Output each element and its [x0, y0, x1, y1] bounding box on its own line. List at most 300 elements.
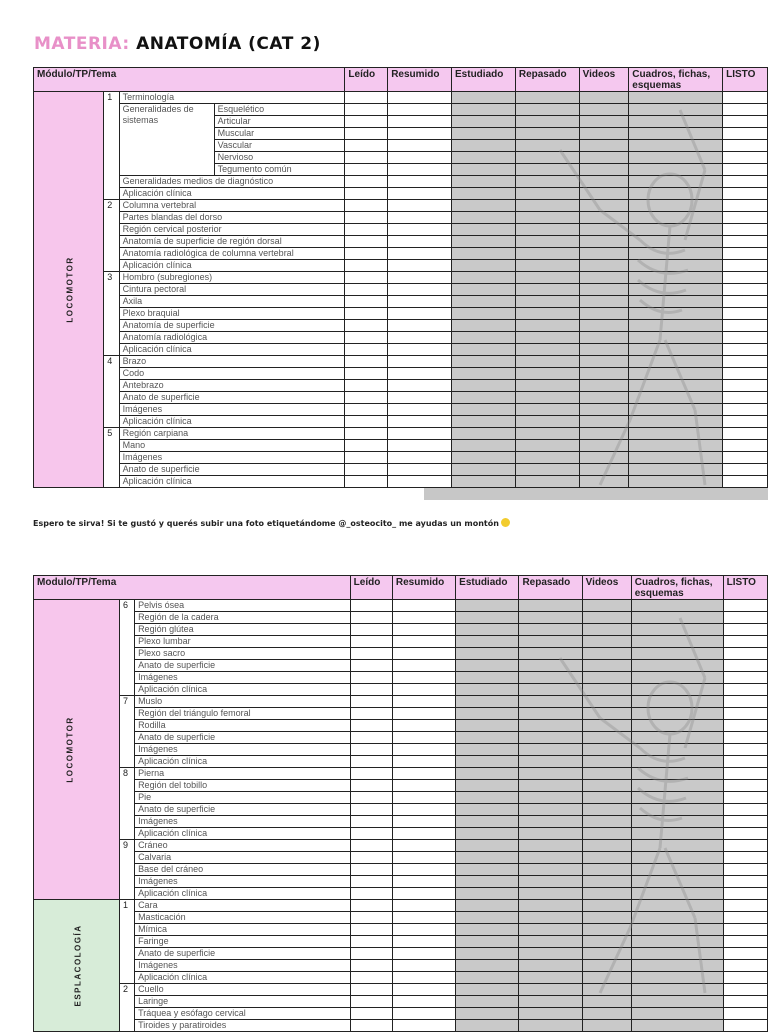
repasado-cell[interactable]: [515, 212, 579, 224]
cuadros-cell[interactable]: [631, 792, 723, 804]
repasado-cell[interactable]: [519, 672, 582, 684]
listo-cell[interactable]: [723, 440, 768, 452]
leido-cell[interactable]: [345, 476, 388, 488]
listo-cell[interactable]: [723, 636, 767, 648]
estudiado-cell[interactable]: [452, 188, 516, 200]
leido-cell[interactable]: [350, 852, 392, 864]
repasado-cell[interactable]: [515, 152, 579, 164]
cuadros-cell[interactable]: [631, 900, 723, 912]
leido-cell[interactable]: [350, 612, 392, 624]
videos-cell[interactable]: [582, 852, 631, 864]
estudiado-cell[interactable]: [456, 864, 519, 876]
listo-cell[interactable]: [723, 828, 767, 840]
leido-cell[interactable]: [345, 272, 388, 284]
repasado-cell[interactable]: [519, 756, 582, 768]
leido-cell[interactable]: [345, 236, 388, 248]
videos-cell[interactable]: [582, 744, 631, 756]
cuadros-cell[interactable]: [629, 116, 723, 128]
cuadros-cell[interactable]: [631, 708, 723, 720]
resumido-cell[interactable]: [388, 284, 452, 296]
resumido-cell[interactable]: [388, 428, 452, 440]
resumido-cell[interactable]: [388, 392, 452, 404]
repasado-cell[interactable]: [515, 116, 579, 128]
listo-cell[interactable]: [723, 612, 767, 624]
leido-cell[interactable]: [345, 284, 388, 296]
repasado-cell[interactable]: [519, 972, 582, 984]
leido-cell[interactable]: [345, 464, 388, 476]
videos-cell[interactable]: [582, 804, 631, 816]
repasado-cell[interactable]: [515, 104, 579, 116]
resumido-cell[interactable]: [392, 612, 455, 624]
estudiado-cell[interactable]: [456, 852, 519, 864]
estudiado-cell[interactable]: [452, 416, 516, 428]
resumido-cell[interactable]: [388, 200, 452, 212]
repasado-cell[interactable]: [519, 960, 582, 972]
repasado-cell[interactable]: [515, 236, 579, 248]
videos-cell[interactable]: [582, 924, 631, 936]
leido-cell[interactable]: [350, 924, 392, 936]
videos-cell[interactable]: [582, 900, 631, 912]
estudiado-cell[interactable]: [456, 912, 519, 924]
listo-cell[interactable]: [723, 140, 768, 152]
resumido-cell[interactable]: [392, 780, 455, 792]
repasado-cell[interactable]: [515, 332, 579, 344]
videos-cell[interactable]: [582, 732, 631, 744]
estudiado-cell[interactable]: [452, 320, 516, 332]
estudiado-cell[interactable]: [456, 624, 519, 636]
cuadros-cell[interactable]: [629, 356, 723, 368]
cuadros-cell[interactable]: [631, 1008, 723, 1020]
cuadros-cell[interactable]: [629, 440, 723, 452]
resumido-cell[interactable]: [388, 212, 452, 224]
repasado-cell[interactable]: [515, 320, 579, 332]
repasado-cell[interactable]: [515, 224, 579, 236]
cuadros-cell[interactable]: [629, 416, 723, 428]
estudiado-cell[interactable]: [452, 356, 516, 368]
resumido-cell[interactable]: [392, 936, 455, 948]
estudiado-cell[interactable]: [456, 648, 519, 660]
videos-cell[interactable]: [582, 840, 631, 852]
resumido-cell[interactable]: [392, 984, 455, 996]
leido-cell[interactable]: [345, 188, 388, 200]
videos-cell[interactable]: [582, 816, 631, 828]
cuadros-cell[interactable]: [631, 876, 723, 888]
repasado-cell[interactable]: [515, 356, 579, 368]
leido-cell[interactable]: [345, 380, 388, 392]
listo-cell[interactable]: [723, 284, 768, 296]
listo-cell[interactable]: [723, 948, 767, 960]
listo-cell[interactable]: [723, 780, 767, 792]
listo-cell[interactable]: [723, 1020, 767, 1032]
repasado-cell[interactable]: [519, 876, 582, 888]
listo-cell[interactable]: [723, 248, 768, 260]
estudiado-cell[interactable]: [452, 392, 516, 404]
estudiado-cell[interactable]: [456, 876, 519, 888]
estudiado-cell[interactable]: [456, 804, 519, 816]
cuadros-cell[interactable]: [629, 464, 723, 476]
resumido-cell[interactable]: [388, 236, 452, 248]
leido-cell[interactable]: [345, 212, 388, 224]
resumido-cell[interactable]: [388, 404, 452, 416]
listo-cell[interactable]: [723, 308, 768, 320]
cuadros-cell[interactable]: [629, 380, 723, 392]
estudiado-cell[interactable]: [452, 164, 516, 176]
repasado-cell[interactable]: [519, 612, 582, 624]
leido-cell[interactable]: [345, 224, 388, 236]
repasado-cell[interactable]: [519, 732, 582, 744]
leido-cell[interactable]: [345, 260, 388, 272]
estudiado-cell[interactable]: [456, 696, 519, 708]
videos-cell[interactable]: [582, 792, 631, 804]
resumido-cell[interactable]: [392, 672, 455, 684]
videos-cell[interactable]: [579, 428, 629, 440]
resumido-cell[interactable]: [392, 996, 455, 1008]
repasado-cell[interactable]: [519, 816, 582, 828]
estudiado-cell[interactable]: [456, 984, 519, 996]
videos-cell[interactable]: [582, 636, 631, 648]
listo-cell[interactable]: [723, 188, 768, 200]
cuadros-cell[interactable]: [631, 732, 723, 744]
estudiado-cell[interactable]: [456, 672, 519, 684]
estudiado-cell[interactable]: [452, 476, 516, 488]
resumido-cell[interactable]: [392, 648, 455, 660]
leido-cell[interactable]: [345, 140, 388, 152]
cuadros-cell[interactable]: [631, 636, 723, 648]
leido-cell[interactable]: [345, 404, 388, 416]
cuadros-cell[interactable]: [629, 332, 723, 344]
cuadros-cell[interactable]: [629, 248, 723, 260]
listo-cell[interactable]: [723, 876, 767, 888]
videos-cell[interactable]: [582, 1020, 631, 1032]
resumido-cell[interactable]: [388, 164, 452, 176]
resumido-cell[interactable]: [392, 840, 455, 852]
listo-cell[interactable]: [723, 104, 768, 116]
estudiado-cell[interactable]: [456, 1008, 519, 1020]
cuadros-cell[interactable]: [629, 128, 723, 140]
videos-cell[interactable]: [582, 720, 631, 732]
leido-cell[interactable]: [350, 864, 392, 876]
cuadros-cell[interactable]: [629, 428, 723, 440]
cuadros-cell[interactable]: [629, 368, 723, 380]
leido-cell[interactable]: [350, 948, 392, 960]
resumido-cell[interactable]: [388, 356, 452, 368]
listo-cell[interactable]: [723, 804, 767, 816]
cuadros-cell[interactable]: [629, 92, 723, 104]
resumido-cell[interactable]: [388, 440, 452, 452]
leido-cell[interactable]: [350, 624, 392, 636]
listo-cell[interactable]: [723, 368, 768, 380]
videos-cell[interactable]: [579, 140, 629, 152]
listo-cell[interactable]: [723, 176, 768, 188]
estudiado-cell[interactable]: [456, 660, 519, 672]
cuadros-cell[interactable]: [629, 272, 723, 284]
resumido-cell[interactable]: [392, 696, 455, 708]
videos-cell[interactable]: [582, 912, 631, 924]
videos-cell[interactable]: [579, 128, 629, 140]
repasado-cell[interactable]: [519, 744, 582, 756]
videos-cell[interactable]: [579, 356, 629, 368]
resumido-cell[interactable]: [388, 128, 452, 140]
videos-cell[interactable]: [582, 876, 631, 888]
estudiado-cell[interactable]: [452, 368, 516, 380]
cuadros-cell[interactable]: [629, 284, 723, 296]
videos-cell[interactable]: [582, 960, 631, 972]
estudiado-cell[interactable]: [452, 272, 516, 284]
listo-cell[interactable]: [723, 672, 767, 684]
repasado-cell[interactable]: [519, 900, 582, 912]
resumido-cell[interactable]: [388, 416, 452, 428]
repasado-cell[interactable]: [519, 1008, 582, 1020]
cuadros-cell[interactable]: [631, 852, 723, 864]
videos-cell[interactable]: [579, 464, 629, 476]
estudiado-cell[interactable]: [452, 92, 516, 104]
resumido-cell[interactable]: [388, 452, 452, 464]
estudiado-cell[interactable]: [456, 936, 519, 948]
videos-cell[interactable]: [579, 212, 629, 224]
resumido-cell[interactable]: [388, 140, 452, 152]
repasado-cell[interactable]: [515, 140, 579, 152]
resumido-cell[interactable]: [392, 660, 455, 672]
videos-cell[interactable]: [579, 440, 629, 452]
repasado-cell[interactable]: [519, 804, 582, 816]
cuadros-cell[interactable]: [629, 200, 723, 212]
resumido-cell[interactable]: [392, 756, 455, 768]
repasado-cell[interactable]: [519, 888, 582, 900]
leido-cell[interactable]: [345, 296, 388, 308]
repasado-cell[interactable]: [519, 828, 582, 840]
videos-cell[interactable]: [579, 116, 629, 128]
resumido-cell[interactable]: [392, 708, 455, 720]
resumido-cell[interactable]: [388, 308, 452, 320]
videos-cell[interactable]: [579, 164, 629, 176]
leido-cell[interactable]: [345, 356, 388, 368]
videos-cell[interactable]: [582, 972, 631, 984]
videos-cell[interactable]: [582, 828, 631, 840]
leido-cell[interactable]: [350, 744, 392, 756]
estudiado-cell[interactable]: [456, 768, 519, 780]
resumido-cell[interactable]: [388, 380, 452, 392]
listo-cell[interactable]: [723, 404, 768, 416]
listo-cell[interactable]: [723, 756, 767, 768]
listo-cell[interactable]: [723, 768, 767, 780]
listo-cell[interactable]: [723, 332, 768, 344]
repasado-cell[interactable]: [515, 128, 579, 140]
leido-cell[interactable]: [350, 660, 392, 672]
leido-cell[interactable]: [350, 732, 392, 744]
estudiado-cell[interactable]: [456, 1020, 519, 1032]
repasado-cell[interactable]: [519, 924, 582, 936]
cuadros-cell[interactable]: [629, 140, 723, 152]
leido-cell[interactable]: [350, 828, 392, 840]
videos-cell[interactable]: [579, 392, 629, 404]
videos-cell[interactable]: [579, 176, 629, 188]
repasado-cell[interactable]: [519, 996, 582, 1008]
videos-cell[interactable]: [579, 332, 629, 344]
estudiado-cell[interactable]: [452, 404, 516, 416]
cuadros-cell[interactable]: [631, 828, 723, 840]
cuadros-cell[interactable]: [631, 936, 723, 948]
repasado-cell[interactable]: [519, 636, 582, 648]
estudiado-cell[interactable]: [452, 116, 516, 128]
repasado-cell[interactable]: [515, 284, 579, 296]
listo-cell[interactable]: [723, 1008, 767, 1020]
estudiado-cell[interactable]: [452, 224, 516, 236]
videos-cell[interactable]: [579, 476, 629, 488]
resumido-cell[interactable]: [388, 92, 452, 104]
repasado-cell[interactable]: [519, 984, 582, 996]
repasado-cell[interactable]: [519, 840, 582, 852]
repasado-cell[interactable]: [519, 912, 582, 924]
videos-cell[interactable]: [579, 404, 629, 416]
videos-cell[interactable]: [579, 200, 629, 212]
videos-cell[interactable]: [579, 188, 629, 200]
cuadros-cell[interactable]: [629, 260, 723, 272]
cuadros-cell[interactable]: [629, 476, 723, 488]
leido-cell[interactable]: [350, 972, 392, 984]
listo-cell[interactable]: [723, 224, 768, 236]
estudiado-cell[interactable]: [456, 792, 519, 804]
repasado-cell[interactable]: [519, 720, 582, 732]
estudiado-cell[interactable]: [456, 744, 519, 756]
estudiado-cell[interactable]: [456, 900, 519, 912]
cuadros-cell[interactable]: [629, 164, 723, 176]
resumido-cell[interactable]: [392, 948, 455, 960]
cuadros-cell[interactable]: [631, 912, 723, 924]
cuadros-cell[interactable]: [631, 744, 723, 756]
cuadros-cell[interactable]: [631, 1020, 723, 1032]
leido-cell[interactable]: [350, 984, 392, 996]
resumido-cell[interactable]: [392, 1020, 455, 1032]
repasado-cell[interactable]: [515, 260, 579, 272]
videos-cell[interactable]: [579, 344, 629, 356]
repasado-cell[interactable]: [519, 864, 582, 876]
estudiado-cell[interactable]: [456, 948, 519, 960]
videos-cell[interactable]: [582, 948, 631, 960]
repasado-cell[interactable]: [519, 792, 582, 804]
resumido-cell[interactable]: [392, 744, 455, 756]
resumido-cell[interactable]: [392, 960, 455, 972]
resumido-cell[interactable]: [392, 876, 455, 888]
videos-cell[interactable]: [582, 708, 631, 720]
listo-cell[interactable]: [723, 236, 768, 248]
resumido-cell[interactable]: [392, 828, 455, 840]
repasado-cell[interactable]: [519, 660, 582, 672]
leido-cell[interactable]: [345, 128, 388, 140]
resumido-cell[interactable]: [392, 864, 455, 876]
cuadros-cell[interactable]: [629, 104, 723, 116]
estudiado-cell[interactable]: [456, 924, 519, 936]
estudiado-cell[interactable]: [452, 176, 516, 188]
repasado-cell[interactable]: [515, 452, 579, 464]
listo-cell[interactable]: [723, 720, 767, 732]
cuadros-cell[interactable]: [631, 648, 723, 660]
videos-cell[interactable]: [582, 996, 631, 1008]
repasado-cell[interactable]: [519, 648, 582, 660]
leido-cell[interactable]: [345, 392, 388, 404]
estudiado-cell[interactable]: [456, 708, 519, 720]
cuadros-cell[interactable]: [631, 840, 723, 852]
listo-cell[interactable]: [723, 416, 768, 428]
videos-cell[interactable]: [579, 248, 629, 260]
videos-cell[interactable]: [582, 756, 631, 768]
leido-cell[interactable]: [345, 116, 388, 128]
leido-cell[interactable]: [350, 636, 392, 648]
leido-cell[interactable]: [345, 176, 388, 188]
cuadros-cell[interactable]: [631, 804, 723, 816]
repasado-cell[interactable]: [515, 428, 579, 440]
leido-cell[interactable]: [350, 804, 392, 816]
repasado-cell[interactable]: [515, 296, 579, 308]
resumido-cell[interactable]: [388, 272, 452, 284]
estudiado-cell[interactable]: [456, 720, 519, 732]
listo-cell[interactable]: [723, 476, 768, 488]
repasado-cell[interactable]: [515, 200, 579, 212]
listo-cell[interactable]: [723, 744, 767, 756]
listo-cell[interactable]: [723, 660, 767, 672]
repasado-cell[interactable]: [515, 476, 579, 488]
videos-cell[interactable]: [582, 984, 631, 996]
listo-cell[interactable]: [723, 452, 768, 464]
estudiado-cell[interactable]: [452, 332, 516, 344]
videos-cell[interactable]: [582, 672, 631, 684]
cuadros-cell[interactable]: [629, 212, 723, 224]
repasado-cell[interactable]: [515, 308, 579, 320]
leido-cell[interactable]: [345, 416, 388, 428]
leido-cell[interactable]: [350, 996, 392, 1008]
repasado-cell[interactable]: [519, 600, 582, 612]
resumido-cell[interactable]: [388, 188, 452, 200]
videos-cell[interactable]: [582, 600, 631, 612]
estudiado-cell[interactable]: [452, 200, 516, 212]
resumido-cell[interactable]: [392, 720, 455, 732]
estudiado-cell[interactable]: [452, 104, 516, 116]
leido-cell[interactable]: [350, 936, 392, 948]
listo-cell[interactable]: [723, 116, 768, 128]
listo-cell[interactable]: [723, 272, 768, 284]
leido-cell[interactable]: [345, 344, 388, 356]
listo-cell[interactable]: [723, 624, 767, 636]
resumido-cell[interactable]: [392, 624, 455, 636]
estudiado-cell[interactable]: [452, 248, 516, 260]
listo-cell[interactable]: [723, 296, 768, 308]
estudiado-cell[interactable]: [452, 452, 516, 464]
repasado-cell[interactable]: [515, 272, 579, 284]
listo-cell[interactable]: [723, 984, 767, 996]
estudiado-cell[interactable]: [456, 732, 519, 744]
cuadros-cell[interactable]: [631, 672, 723, 684]
estudiado-cell[interactable]: [456, 780, 519, 792]
cuadros-cell[interactable]: [631, 864, 723, 876]
cuadros-cell[interactable]: [631, 660, 723, 672]
listo-cell[interactable]: [723, 960, 767, 972]
cuadros-cell[interactable]: [629, 152, 723, 164]
estudiado-cell[interactable]: [452, 380, 516, 392]
resumido-cell[interactable]: [388, 104, 452, 116]
cuadros-cell[interactable]: [629, 188, 723, 200]
videos-cell[interactable]: [579, 152, 629, 164]
repasado-cell[interactable]: [515, 164, 579, 176]
videos-cell[interactable]: [579, 92, 629, 104]
listo-cell[interactable]: [723, 392, 768, 404]
repasado-cell[interactable]: [515, 440, 579, 452]
cuadros-cell[interactable]: [631, 960, 723, 972]
videos-cell[interactable]: [579, 284, 629, 296]
listo-cell[interactable]: [723, 212, 768, 224]
listo-cell[interactable]: [723, 936, 767, 948]
resumido-cell[interactable]: [388, 152, 452, 164]
resumido-cell[interactable]: [392, 792, 455, 804]
listo-cell[interactable]: [723, 888, 767, 900]
